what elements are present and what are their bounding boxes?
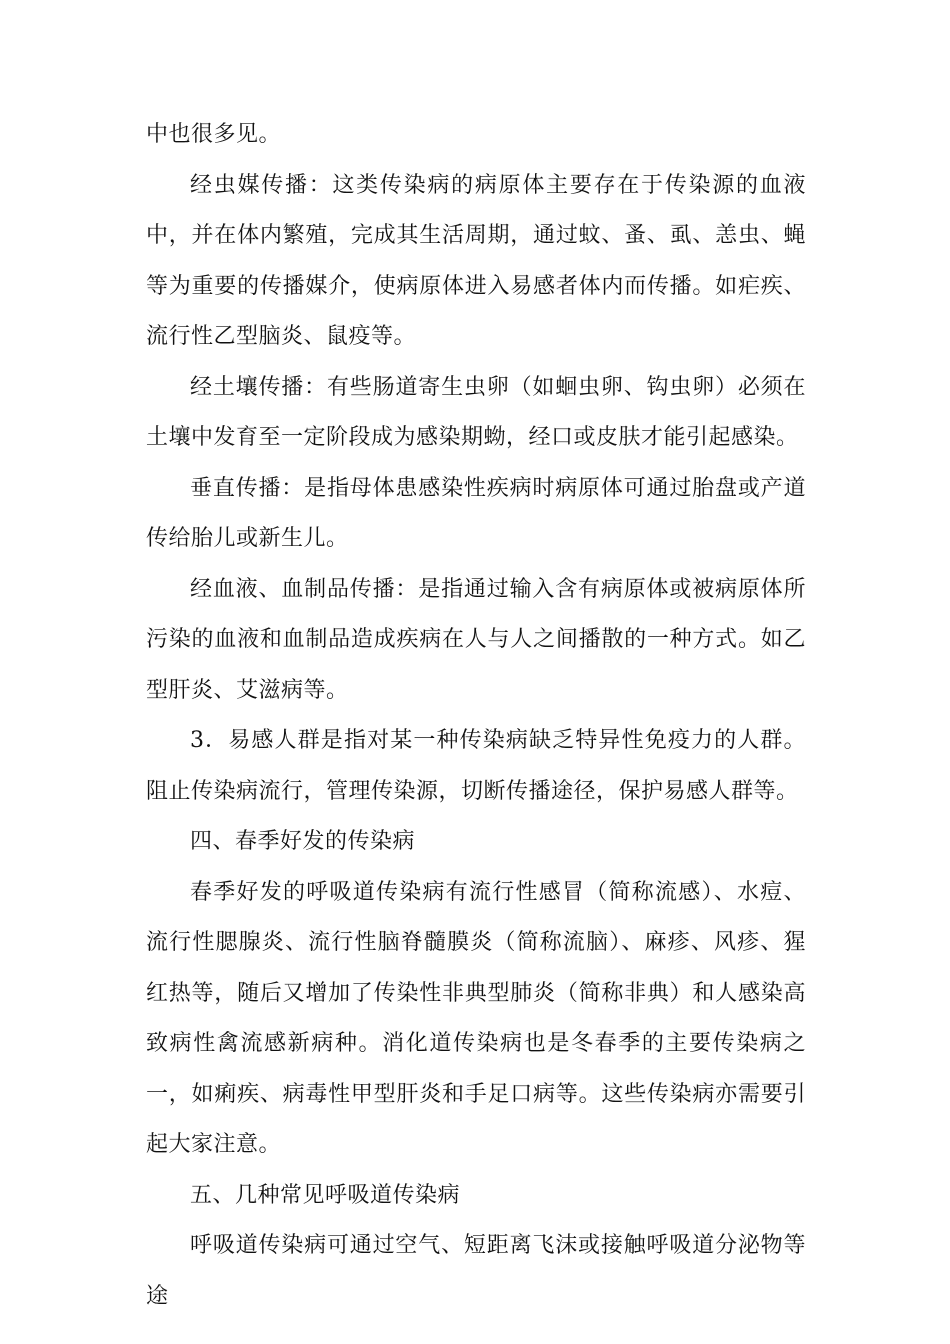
paragraph-soil-transmission: 经土壤传播：有些肠道寄生虫卵（如蛔虫卵、钩虫卵）必须在土壤中发育至一定阶段成为感染期蚴，经口或皮肤才能引起感染。 bbox=[146, 374, 806, 450]
paragraph-blood-transmission: 经血液、血制品传播：是指通过输入含有病原体或被病原体所污染的血液和血制品造成疾病在人与人之间播散的一种方式。如乙型肝炎、艾滋病等。 bbox=[146, 576, 806, 703]
paragraph-respiratory-diseases: 呼吸道传染病可通过空气、短距离飞沫或接触呼吸道分泌物等途 bbox=[146, 1233, 806, 1309]
paragraph-spring-diseases: 春季好发的呼吸道传染病有流行性感冒（简称流感）、水痘、流行性腮腺炎、流行性脑脊髓膜炎（简称流脑）、麻疹、风疹、猩红热等，随后又增加了传染性非典型肺炎（简称非典）和人感染高致病性禽流感新病种。消化道传染病也是冬春季的主要传染病之一，如痢疾、病毒性甲型肝炎和手足口病等。这些传染病亦需要引起大家注意。 bbox=[146, 879, 806, 1157]
paragraph-vertical-transmission: 垂直传播：是指母体患感染性疾病时病原体可通过胎盘或产道传给胎儿或新生儿。 bbox=[146, 475, 806, 551]
document-body bbox=[146, 110, 806, 1322]
section-heading-spring-diseases: 四、春季好发的传染病 bbox=[190, 829, 416, 854]
section-heading-respiratory-diseases: 五、几种常见呼吸道传染病 bbox=[190, 1182, 461, 1208]
paragraph-vector-transmission: 经虫媒传播：这类传染病的病原体主要存在于传染源的血液中，并在体内繁殖，完成其生活周期，通过蚊、蚤、虱、恙虫、蝇等为重要的传播媒介，使病原体进入易感者体内而传播。如疟疾、流行性乙型脑炎、鼠疫等。 bbox=[146, 172, 806, 349]
paragraph-continuation: 中也很多见。 bbox=[146, 122, 282, 147]
paragraph-susceptible-population: 3．易感人群是指对某一种传染病缺乏特异性免疫力的人群。阻止传染病流行，管理传染源，切断传播途径，保护易感人群等。 bbox=[146, 728, 806, 804]
